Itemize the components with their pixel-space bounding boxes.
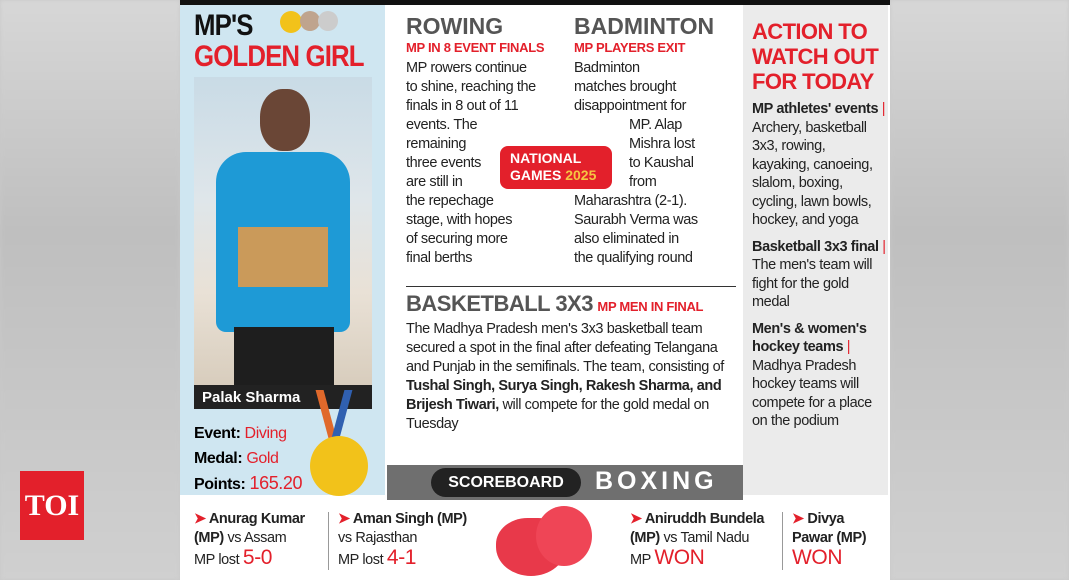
action-title: ACTION TO WATCH OUT FOR TODAY <box>752 19 879 94</box>
badminton-title: BADMINTON <box>574 13 715 39</box>
medal-value: Gold <box>246 450 279 467</box>
badminton-line: matches brought <box>574 79 677 95</box>
basketball-players: Tushal Singh, Surya Singh, Rakesh Sharma, and Brijesh Tiwari, <box>406 378 722 413</box>
rowing-line: MP rowers continue <box>406 60 527 76</box>
scoreboard-bar <box>387 465 743 500</box>
infographic <box>180 0 890 580</box>
action-item <box>752 100 886 230</box>
divider <box>328 512 329 570</box>
bout-result <box>792 510 887 570</box>
event-label: Event: <box>194 425 241 442</box>
event-value: Diving <box>244 425 287 442</box>
action-items <box>752 100 886 439</box>
action-item-text: The men's team will fight for the gold medal <box>752 257 873 310</box>
bout-boxer: Divya Pawar (MP) <box>792 511 867 546</box>
basketball-text-2: will compete for the gold medal on Tuesday <box>406 397 709 432</box>
scoreboard-label: SCOREBOARD <box>431 468 581 497</box>
badminton-line: Maharashtra (2-1). <box>574 193 687 209</box>
badminton-line: Badminton <box>574 60 640 76</box>
points-value: 165.20 <box>249 473 303 493</box>
national-games-badge <box>500 146 612 189</box>
basketball-title: BASKETBALL 3X3 <box>406 291 593 316</box>
bout-score: WON <box>654 546 705 569</box>
title-line1: MP'S <box>194 9 253 42</box>
separator: | <box>878 238 886 255</box>
bout-result-line <box>194 548 324 570</box>
badge-line2: GAMES <box>510 167 562 183</box>
rowing-line: of securing more <box>406 231 508 247</box>
action-item-text: Madhya Pradesh hockey teams will compete for a place on the podium <box>752 357 872 429</box>
bout-opponent: vs Tamil Nadu <box>659 530 750 546</box>
rowing-line: three events <box>406 155 481 171</box>
divider <box>406 286 736 287</box>
rowing-section <box>406 13 571 268</box>
medal-label: Medal: <box>194 450 243 467</box>
arrow-icon: ➤ <box>194 511 209 527</box>
boxing-title: BOXING <box>595 467 718 495</box>
badminton-line: the qualifying round <box>574 250 693 266</box>
badminton-line: disappointment for <box>574 98 687 114</box>
arrow-icon: ➤ <box>630 511 645 527</box>
bout-result <box>338 510 478 570</box>
bout-score: WON <box>792 546 843 569</box>
arrow-icon: ➤ <box>338 511 353 527</box>
bout-boxer: Aman Singh (MP) <box>352 511 467 527</box>
badminton-line: to Kaushal <box>629 155 694 171</box>
bout-result <box>630 510 778 570</box>
badminton-line: from <box>629 174 657 190</box>
arrow-icon: ➤ <box>792 511 808 527</box>
bout-opponent: vs Rajasthan <box>338 530 418 546</box>
blurred-background-right <box>890 0 1069 580</box>
basketball-text-1: The Madhya Pradesh men's 3x3 basketball team secured a spot in the final after defeating Telangana and Punjab in the semifinals. The team, consisting of <box>406 321 724 375</box>
rowing-line: events. The <box>406 117 478 133</box>
gold-medal-icon <box>308 390 370 500</box>
athlete-photo <box>194 77 372 385</box>
points-label: Points: <box>194 476 246 493</box>
rowing-line: to shine, reaching the <box>406 79 536 95</box>
action-item-heading: Basketball 3x3 final <box>752 238 879 255</box>
badge-line1: NATIONAL <box>510 150 582 166</box>
badminton-subtitle: MP PLAYERS EXIT <box>574 40 686 55</box>
athlete-stats <box>194 421 302 497</box>
rowing-line: remaining <box>406 136 467 152</box>
badminton-line: Mishra lost <box>629 136 695 152</box>
bout-boxer: Anurag Kumar (MP) <box>194 511 305 546</box>
separator: | <box>878 101 886 117</box>
rowing-line: the repechage <box>406 193 494 209</box>
action-item-heading: Men's & women's hockey teams <box>752 320 867 355</box>
badminton-section <box>574 13 739 268</box>
bout-score: 4-1 <box>386 546 417 569</box>
basketball-text <box>406 320 736 434</box>
badminton-line: also eliminated in <box>574 231 679 247</box>
bout-result-line <box>338 548 478 570</box>
bout-result-label: MP <box>630 552 655 568</box>
action-item-text: Archery, basketball 3x3, rowing, kayaking, canoeing, slalom, boxing, cycling, lawn bowls, hockey, and yoga <box>752 119 873 228</box>
bout-opponent: vs Assam <box>223 530 287 546</box>
logo-text: TOI <box>24 488 80 522</box>
action-item <box>752 320 886 431</box>
rowing-title: ROWING <box>406 13 504 39</box>
badminton-line: MP. Alap <box>629 117 682 133</box>
medals-icon <box>280 7 344 37</box>
bout-boxer: Aniruddh Bundela (MP) <box>630 511 765 546</box>
rowing-line: final berths <box>406 250 473 266</box>
badge-year: 2025 <box>565 167 597 183</box>
action-item-heading: MP athletes' events <box>752 101 879 117</box>
bout-score: 5-0 <box>242 546 273 569</box>
boxing-results <box>180 500 888 580</box>
title-line2: GOLDEN GIRL <box>194 40 364 73</box>
boxing-glove-icon <box>496 506 594 576</box>
golden-girl-panel <box>180 5 385 495</box>
athlete-name: Palak Sharma <box>202 389 301 406</box>
bout-result <box>194 510 324 570</box>
rowing-line: finals in 8 out of 11 <box>406 98 519 114</box>
rowing-line: stage, with hopes <box>406 212 513 228</box>
separator: | <box>843 339 851 355</box>
bout-result-label: MP lost <box>194 552 243 568</box>
bout-result-line <box>792 548 887 570</box>
rowing-line: are still in <box>406 174 463 190</box>
bout-result-line <box>630 548 778 570</box>
divider <box>782 512 783 570</box>
action-panel <box>743 5 888 495</box>
basketball-subtitle: MP MEN IN FINAL <box>597 299 704 314</box>
badminton-line: Saurabh Verma was <box>574 212 698 228</box>
bout-result-label: MP lost <box>338 552 387 568</box>
basketball-section <box>406 291 736 434</box>
main-panel <box>388 5 743 465</box>
rowing-subtitle: MP IN 8 EVENT FINALS <box>406 40 545 55</box>
action-item <box>752 238 886 312</box>
toi-logo <box>20 471 84 540</box>
